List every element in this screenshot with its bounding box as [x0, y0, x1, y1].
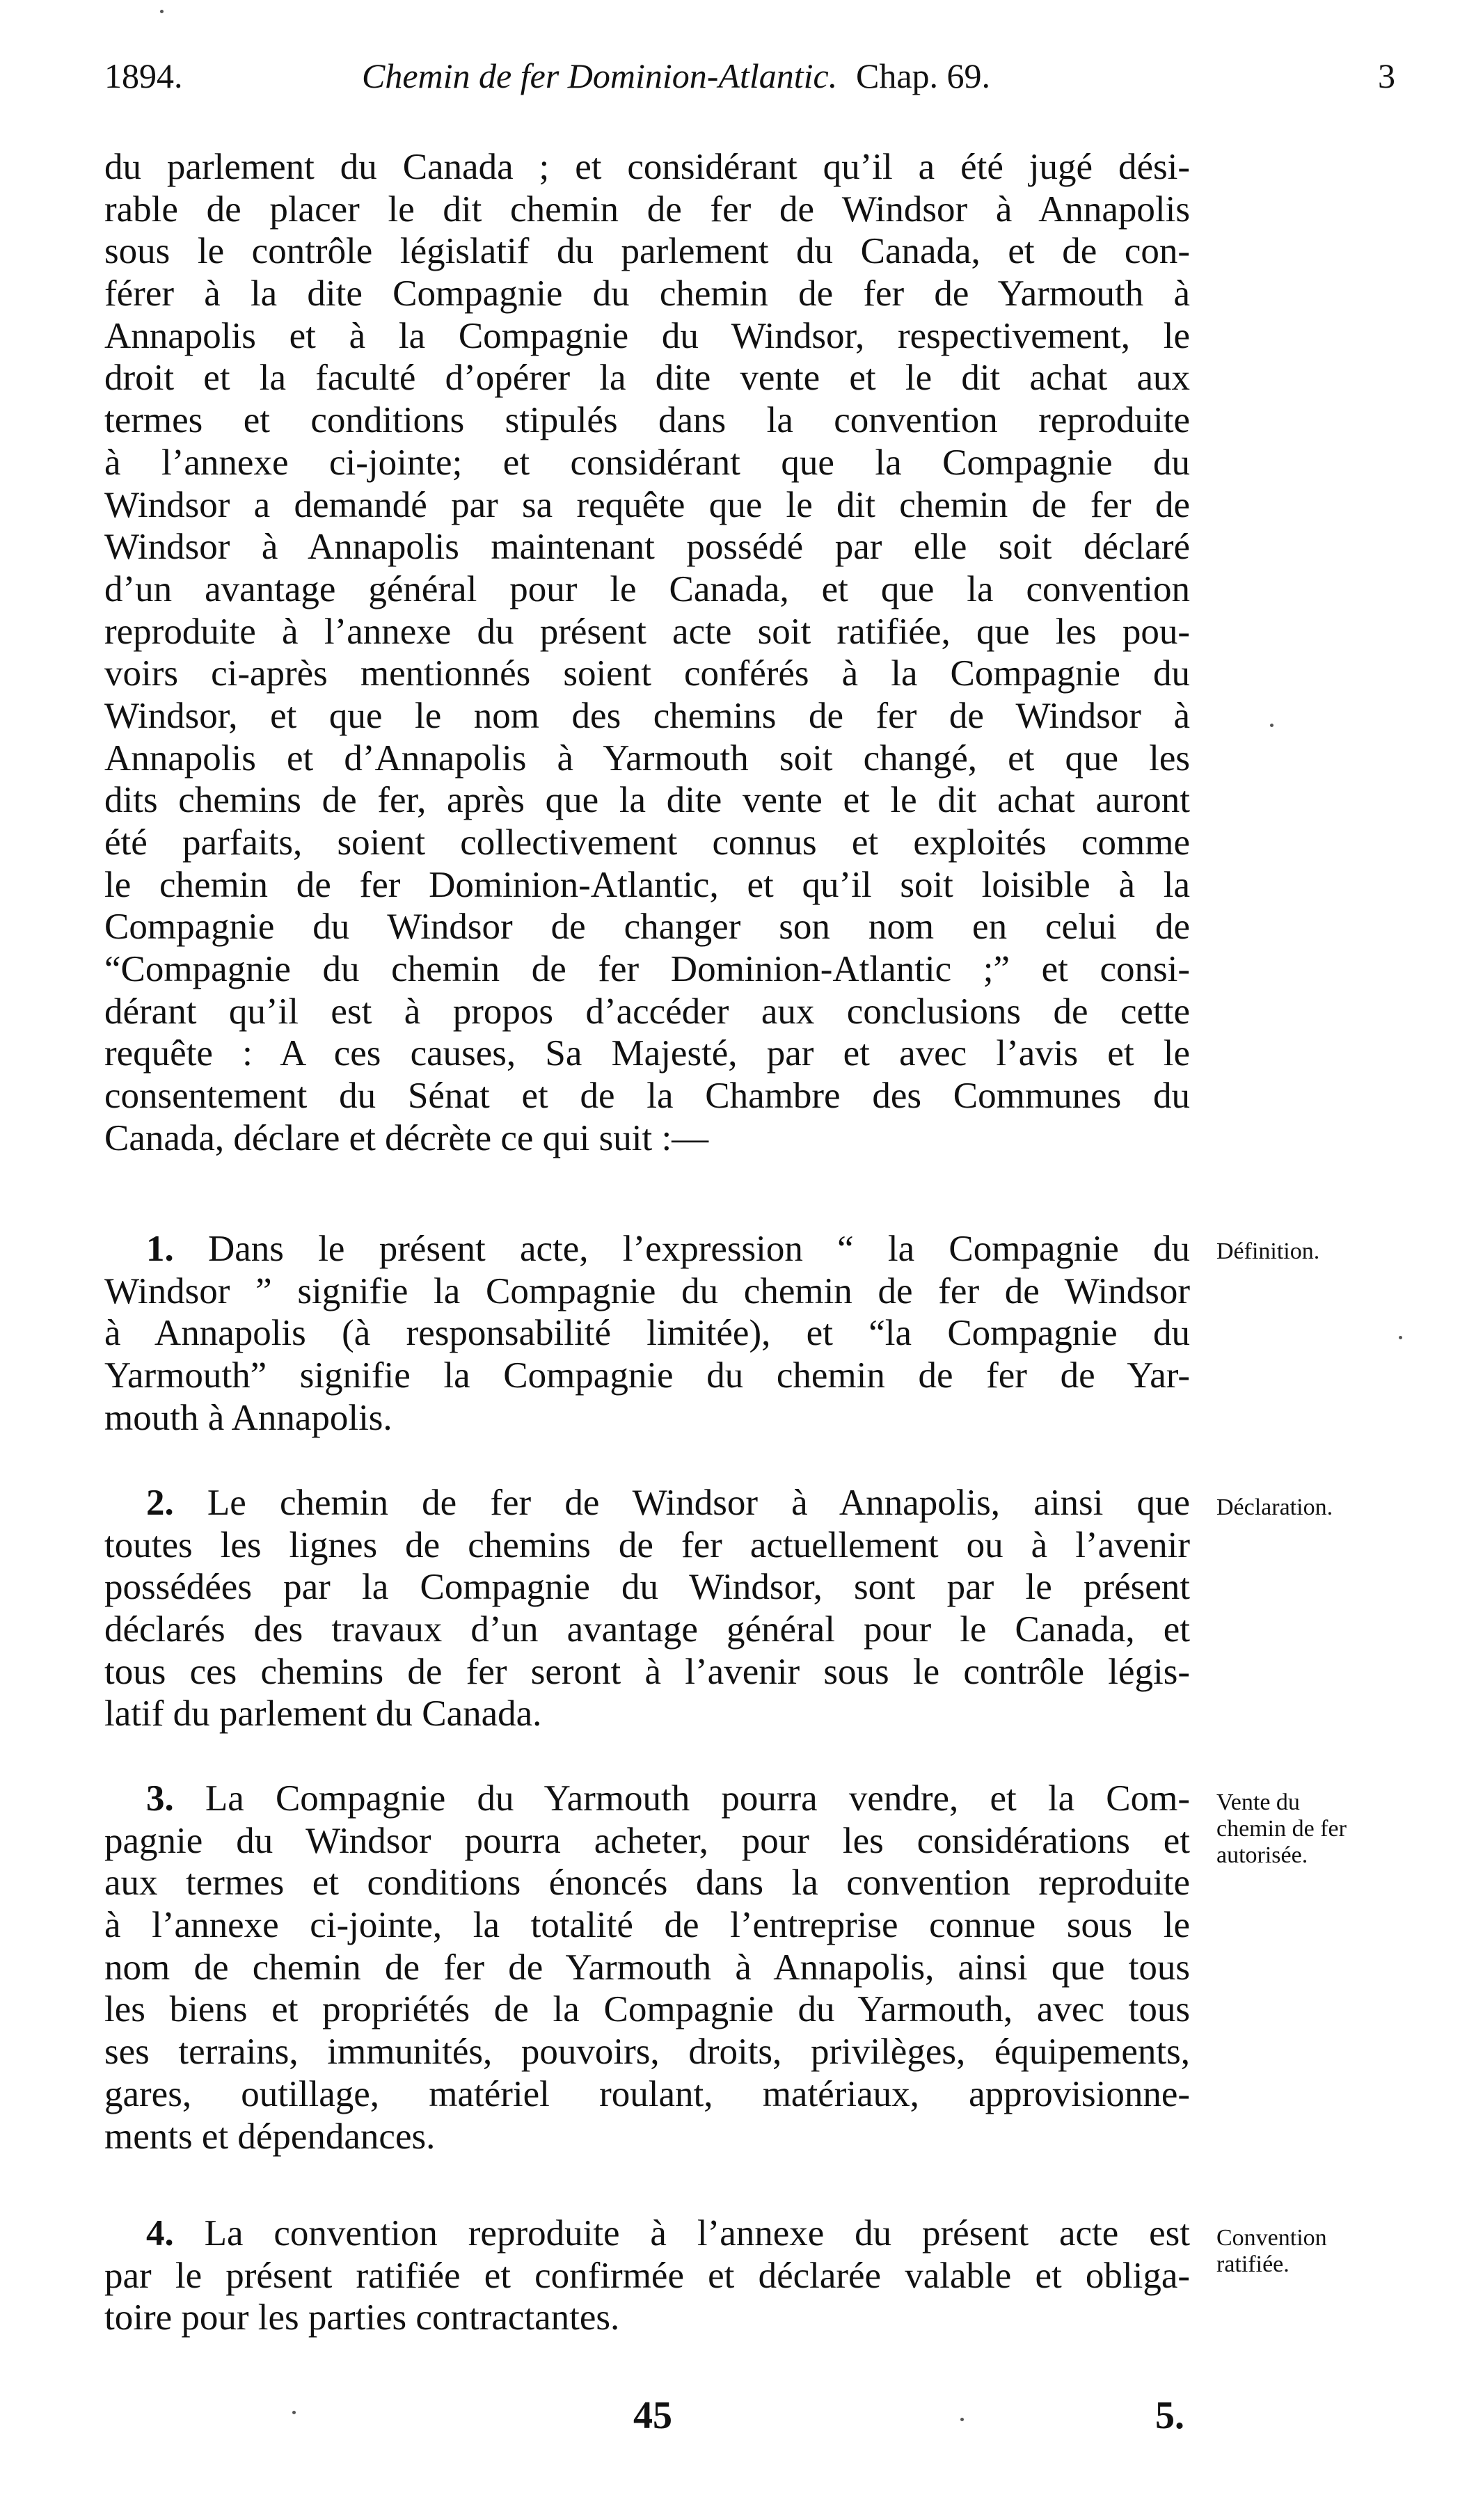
preamble-line: à l’annexe ci-jointe; et considérant que la Compagnie du — [104, 442, 1190, 483]
section-line: ments et dépendances. — [104, 2116, 436, 2157]
section-line: toutes les lignes de chemins de fer actuellement ou à l’avenir — [104, 1524, 1190, 1565]
preamble-line: le chemin de fer Dominion-Atlantic, et qu’il soit loisible à la — [104, 864, 1190, 905]
margin-note-line: chemin de fer — [1216, 1816, 1347, 1842]
section-line: gares, outillage, matériel roulant, matériaux, approvisionne- — [104, 2073, 1190, 2114]
margin-note-declaration — [1216, 1494, 1425, 1521]
preamble-line: férer à la dite Compagnie du chemin de fer de Yarmouth à — [104, 273, 1190, 314]
section-line: tous ces chemins de fer seront à l’avenir sous le contrôle légis- — [104, 1651, 1190, 1692]
print-speck — [1399, 1336, 1402, 1339]
section-line — [104, 2212, 1190, 2255]
section-number: 3. — [146, 1778, 174, 1819]
section-line-text: La Compagnie du Yarmouth pourra vendre, et la Com- — [173, 1778, 1190, 1819]
preamble-line: dits chemins de fer, après que la dite vente et le dit achat auront — [104, 780, 1190, 821]
margin-note-vente — [1216, 1789, 1425, 1869]
section-line — [104, 1482, 1190, 1524]
section-line: les biens et propriétés de la Compagnie du Yarmouth, avec tous — [104, 1989, 1190, 2030]
section-number: 4. — [146, 2213, 174, 2254]
margin-note-line: autorisée. — [1216, 1842, 1308, 1868]
section-line: Yarmouth” signifie la Compagnie du chemin de fer de Yar- — [104, 1355, 1190, 1396]
print-speck — [1270, 724, 1273, 727]
preamble-line: Windsor à Annapolis maintenant possédé par elle soit déclaré — [104, 527, 1190, 568]
preamble-line: du parlement du Canada ; et considérant qu’il a été jugé dési- — [104, 147, 1190, 187]
section-1 — [104, 1228, 1190, 1439]
header-year: 1894. — [104, 56, 183, 95]
section-number: 2. — [146, 1483, 174, 1523]
preamble-line: termes et conditions stipulés dans la convention reproduite — [104, 400, 1190, 441]
margin-note-line: ratifiée. — [1216, 2251, 1290, 2277]
section-line: latif du parlement du Canada. — [104, 1693, 542, 1735]
section-number: 1. — [146, 1229, 174, 1269]
preamble-line: consentement du Sénat et de la Chambre des Communes du — [104, 1076, 1190, 1117]
preamble-line: sous le contrôle législatif du parlement du Canada, et de con- — [104, 231, 1190, 272]
print-speck — [960, 2418, 964, 2421]
section-line: Windsor ” signifie la Compagnie du chemin de fer de Windsor — [104, 1270, 1190, 1311]
section-line-text: Le chemin de fer de Windsor à Annapolis, ainsi que — [173, 1483, 1190, 1523]
print-speck — [292, 2411, 296, 2414]
preamble-line: Annapolis et d’Annapolis à Yarmouth soit changé, et que les — [104, 737, 1190, 779]
section-line: par le présent ratifiée et confirmée et déclarée valable et obliga- — [104, 2255, 1190, 2296]
section-4 — [104, 2212, 1190, 2339]
preamble-line: Windsor, et que le nom des chemins de fer de Windsor à — [104, 695, 1190, 736]
preamble-text — [104, 146, 1190, 1160]
margin-note-definition — [1216, 1238, 1425, 1265]
footer-next-number: 5. — [1155, 2394, 1184, 2437]
section-line: à Annapolis (à responsabilité limitée), et “la Compagnie du — [104, 1313, 1190, 1354]
section-line: à l’annexe ci-jointe, la totalité de l’entreprise connue sous le — [104, 1905, 1190, 1946]
preamble-line: dérant qu’il est à propos d’accéder aux conclusions de cette — [104, 991, 1190, 1032]
section-2 — [104, 1482, 1190, 1735]
section-line: pagnie du Windsor pourra acheter, pour les considérations et — [104, 1820, 1190, 1861]
preamble-line: reproduite à l’annexe du présent acte soit ratifiée, que les pou- — [104, 611, 1190, 652]
running-header — [104, 56, 1399, 111]
page-footer — [0, 2393, 1460, 2449]
header-title: Chemin de fer Dominion-Atlantic. — [362, 56, 838, 95]
margin-note-line: Définition. — [1216, 1238, 1320, 1264]
preamble-line: d’un avantage général pour le Canada, et que la convention — [104, 568, 1190, 609]
section-line: toire pour les parties contractantes. — [104, 2297, 620, 2338]
preamble-line: droit et la faculté d’opérer la dite vente et le dit achat aux — [104, 358, 1190, 399]
section-line: déclarés des travaux d’un avantage général pour le Canada, et — [104, 1609, 1190, 1650]
section-line: possédées par la Compagnie du Windsor, sont par le présent — [104, 1567, 1190, 1608]
header-page-number: 3 — [1378, 56, 1395, 95]
print-speck — [160, 10, 164, 13]
preamble-line: Compagnie du Windsor de changer son nom en celui de — [104, 907, 1190, 948]
preamble-line: Canada, déclare et décrète ce qui suit :— — [104, 1117, 709, 1158]
section-line: aux termes et conditions énoncés dans la convention reproduite — [104, 1863, 1190, 1904]
preamble-line: requête : A ces causes, Sa Majesté, par et avec l’avis et le — [104, 1033, 1190, 1074]
preamble-line: été parfaits, soient collectivement connus et exploités comme — [104, 822, 1190, 863]
margin-note-line: Déclaration. — [1216, 1494, 1333, 1520]
section-3 — [104, 1778, 1190, 2158]
section-line — [104, 1778, 1190, 1820]
section-line: ses terrains, immunités, pouvoirs, droits, privilèges, équipements, — [104, 2032, 1190, 2073]
section-line: mouth à Annapolis. — [104, 1397, 392, 1438]
margin-note-convention — [1216, 2225, 1425, 2278]
preamble-line: rable de placer le dit chemin de fer de Windsor à Annapolis — [104, 189, 1190, 230]
preamble-line: voirs ci-après mentionnés soient conférés à la Compagnie du — [104, 653, 1190, 694]
section-line-text: La convention reproduite à l’annexe du présent acte est — [173, 2213, 1190, 2254]
margin-note-line: Convention — [1216, 2225, 1327, 2251]
margin-note-line: Vente du — [1216, 1789, 1300, 1815]
section-line: nom de chemin de fer de Yarmouth à Annapolis, ainsi que tous — [104, 1947, 1190, 1988]
section-line-text: Dans le présent acte, l’expression “ la Compagnie du — [173, 1229, 1190, 1269]
header-chapter: Chap. 69. — [856, 56, 991, 95]
preamble-line: “Compagnie du chemin de fer Dominion-Atlantic ;” et consi- — [104, 949, 1190, 990]
section-line — [104, 1228, 1190, 1270]
preamble-line: Windsor a demandé par sa requête que le dit chemin de fer de — [104, 484, 1190, 525]
preamble-line: Annapolis et à la Compagnie du Windsor, respectivement, le — [104, 315, 1190, 356]
footer-signature: 45 — [633, 2394, 672, 2437]
